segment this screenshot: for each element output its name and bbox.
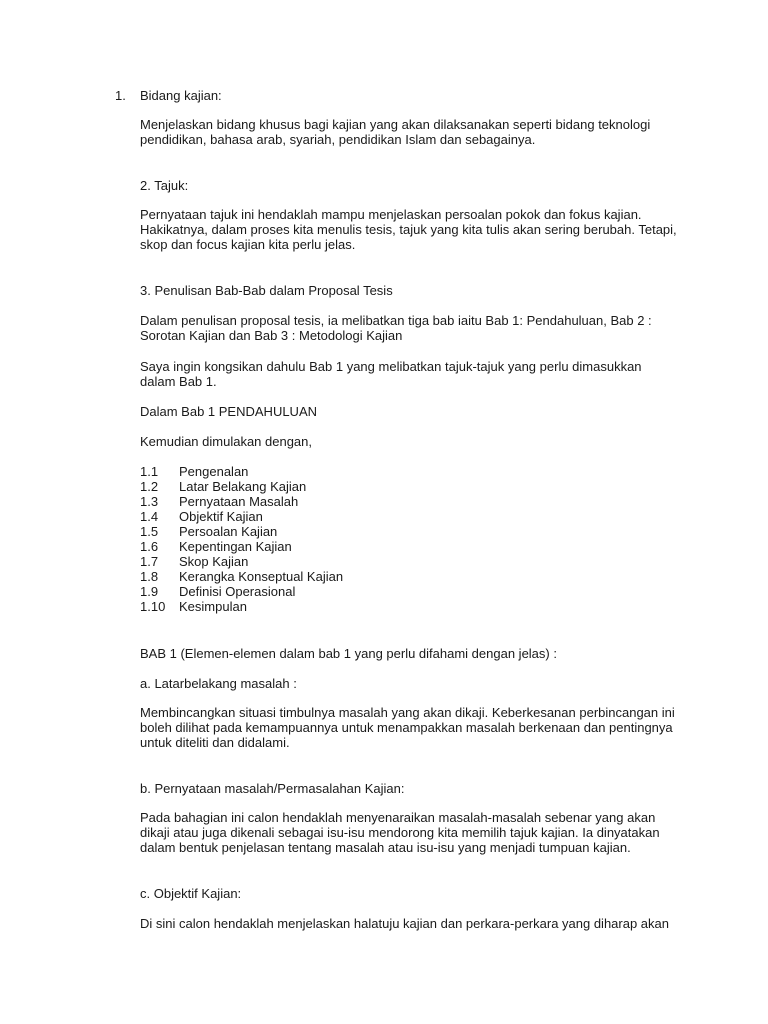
chapter-1-contents-list [140, 464, 700, 614]
list-item-label: Persoalan Kajian [179, 524, 278, 539]
subsection-c-body: Di sini calon hendaklah menjelaskan halatuju kajian dan perkara-perkara yang diharap akan [140, 916, 670, 931]
list-item-number: 1.8 [140, 569, 159, 584]
subsection-a-heading: a. Latarbelakang masalah : [140, 676, 297, 691]
list-item [140, 569, 700, 584]
section-2-heading: 2. Tajuk: [140, 178, 189, 193]
subsection-b-body: Pada bahagian ini calon hendaklah menyenaraikan masalah-masalah sebenar yang akan dikaji atau juga dikenali sebagai isu-isu mendorong kita memilih tajuk kajian. Ia dinyatakan dalam bentuk penjelasan tentang masalah atau isu-isu yang menjadi tumpuan kajian. [140, 810, 660, 855]
section-1-body: Menjelaskan bidang khusus bagi kajian yang akan dilaksanakan seperti bidang teknologi pendidikan, bahasa arab, syariah, pendidikan Islam dan sebagainya. [140, 117, 651, 147]
section-1-heading: Bidang kajian: [140, 88, 222, 103]
bab-1-intro: BAB 1 (Elemen-elemen dalam bab 1 yang perlu difahami dengan jelas) : [140, 646, 557, 661]
list-item-number: 1.6 [140, 539, 159, 554]
list-item-label: Pengenalan [179, 464, 249, 479]
section-2-body: Pernyataan tajuk ini hendaklah mampu menjelaskan persoalan pokok dan fokus kajian. Hakikatnya, dalam proses kita menulis tesis, tajuk yang kita tulis akan sering berubah. Tetapi, skop dan focus kajian kita perlu jelas. [140, 207, 677, 252]
list-item [140, 479, 700, 494]
list-item-label: Pernyataan Masalah [179, 494, 299, 509]
subsection-b-heading: b. Pernyataan masalah/Permasalahan Kajian: [140, 781, 405, 796]
list-item-label: Kepentingan Kajian [179, 539, 292, 554]
list-item [140, 599, 700, 614]
section-3-paragraph-1: Dalam penulisan proposal tesis, ia melibatkan tiga bab iaitu Bab 1: Pendahuluan, Bab 2 : Sorotan Kajian dan Bab 3 : Metodologi Kajian [140, 313, 652, 343]
section-3-paragraph-2: Saya ingin kongsikan dahulu Bab 1 yang melibatkan tajuk-tajuk yang perlu dimasukkan dalam Bab 1. [140, 359, 642, 389]
list-item [140, 494, 700, 509]
list-item-label: Objektif Kajian [179, 509, 263, 524]
list-item-label: Skop Kajian [179, 554, 249, 569]
list-item-number: 1.4 [140, 509, 159, 524]
list-item-label: Definisi Operasional [179, 584, 296, 599]
list-item-number: 1.7 [140, 554, 159, 569]
list-item [140, 509, 700, 524]
list-item [140, 554, 700, 569]
section-3-heading: 3. Penulisan Bab-Bab dalam Proposal Tesis [140, 283, 393, 298]
list-item-number: 1.3 [140, 494, 159, 509]
list-item [140, 524, 700, 539]
list-item-number: 1.5 [140, 524, 159, 539]
list-item [140, 584, 700, 599]
list-item-number: 1.1 [140, 464, 159, 479]
list-item [140, 539, 700, 554]
list-item-number: 1.2 [140, 479, 159, 494]
list-item [140, 464, 700, 479]
list-item-label: Kerangka Konseptual Kajian [179, 569, 344, 584]
subsection-a-body: Membincangkan situasi timbulnya masalah yang akan dikaji. Keberkesanan perbincangan ini boleh dilihat pada kemampuannya untuk menampakkan masalah berkenaan dan pentingnya untuk diteliti dan didalami. [140, 705, 675, 750]
subsection-c-heading: c. Objektif Kajian: [140, 886, 242, 901]
list-item-label: Kesimpulan [179, 599, 247, 614]
list-item-label: Latar Belakang Kajian [179, 479, 307, 494]
list-item-number: 1.9 [140, 584, 159, 599]
list-item-number: 1.10 [140, 599, 166, 614]
section-1-number: 1. [115, 88, 126, 103]
section-3-paragraph-3: Dalam Bab 1 PENDAHULUAN [140, 404, 318, 419]
section-3-paragraph-4: Kemudian dimulakan dengan, [140, 434, 313, 449]
